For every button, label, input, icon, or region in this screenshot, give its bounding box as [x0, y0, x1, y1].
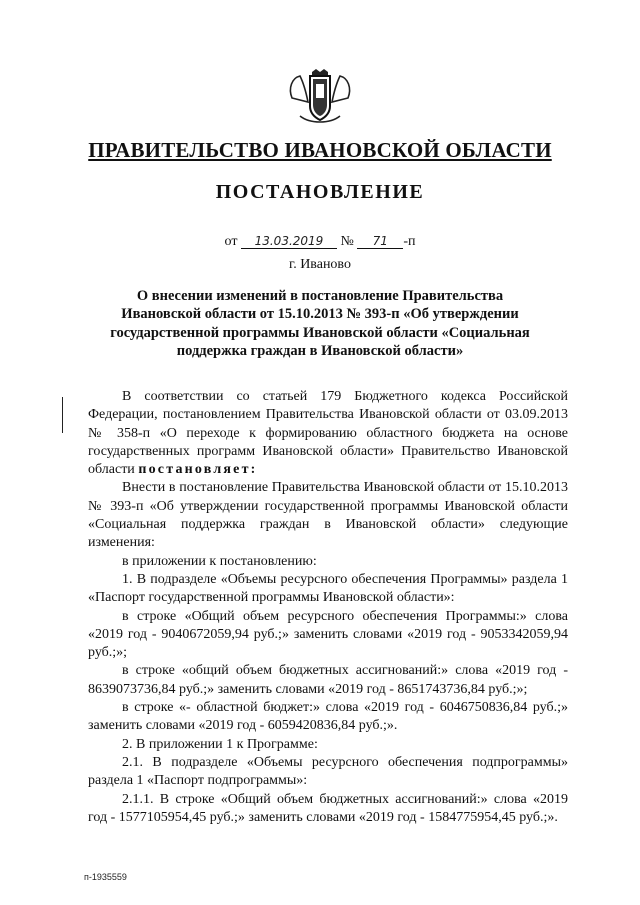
document-code: п-1935559	[84, 872, 127, 882]
body-paragraph: в приложении к постановлению:	[122, 553, 317, 569]
margin-mark	[62, 397, 63, 433]
government-title: ПРАВИТЕЛЬСТВО ИВАНОВСКОЙ ОБЛАСТИ	[88, 138, 552, 162]
body-paragraph: в строке «общий объем бюджетных ассигнований:» слова «2019 год - 8639073736,84 руб.;» заменить словами «2019 год - 8651743736,84 руб.;»;	[88, 663, 568, 697]
coat-of-arms-icon	[286, 68, 354, 126]
date-number-line	[0, 234, 640, 250]
document-date: 13.03.2019	[241, 234, 337, 249]
body-paragraph: 2.1. В подразделе «Объемы ресурсного обеспечения подпрограммы» раздела 1 «Паспорт подпрограммы»:	[88, 754, 568, 789]
document-subject: О внесении изменений в постановление Правительства Ивановской области от 15.10.2013 № 393-п «Об утверждении государственной программы Ивановской области «Социальная поддержка граждан в Ивановской области»	[110, 288, 530, 360]
number-suffix: -п	[403, 234, 416, 249]
city: г. Иваново	[289, 257, 351, 272]
body-paragraph: в строке «Общий объем ресурсного обеспечения Программы:» слова «2019 год - 9040672059,94 руб.;» заменить словами «2019 год - 9053342059,94 руб.;»;	[88, 608, 568, 661]
body-paragraph: 1. В подразделе «Объемы ресурсного обеспечения Программы» раздела 1 «Паспорт государственной программы Ивановской области»:	[88, 571, 568, 606]
body-paragraph: 2.1.1. В строке «Общий объем бюджетных ассигнований:» слова «2019 год - 1577105954,45 руб.;» заменить словами «2019 год - 1584775954,45 руб.;».	[88, 791, 568, 825]
document-body	[88, 388, 568, 827]
number-sign: №	[340, 234, 354, 249]
resolve-keyword: постановляет:	[138, 462, 258, 478]
body-paragraph: Внести в постановление Правительства Ивановской области от 15.10.2013 № 393-п «Об утверждении государственной программы Ивановской области «Социальная поддержка граждан в Ивановской области» следующие изменения:	[88, 480, 568, 551]
document-type: ПОСТАНОВЛЕНИЕ	[215, 181, 425, 203]
body-paragraph: в строке «- областной бюджет:» слова «2019 год - 6046750836,84 руб.;» заменить словами «2019 год - 6059420836,84 руб.;».	[88, 700, 568, 734]
body-paragraph: 2. В приложении 1 к Программе:	[122, 736, 318, 752]
date-prefix: от	[224, 234, 238, 249]
body-paragraph: В соответствии со статьей 179 Бюджетного кодекса Российской Федерации, постановлением Правительства Ивановской области от 03.09.2013 № 358-п «О переходе к формированию областного бюджета на основе государственных программ Ивановской области» Правительство Ивановской области постановляет:	[88, 389, 568, 478]
document-number: 71	[357, 234, 403, 249]
